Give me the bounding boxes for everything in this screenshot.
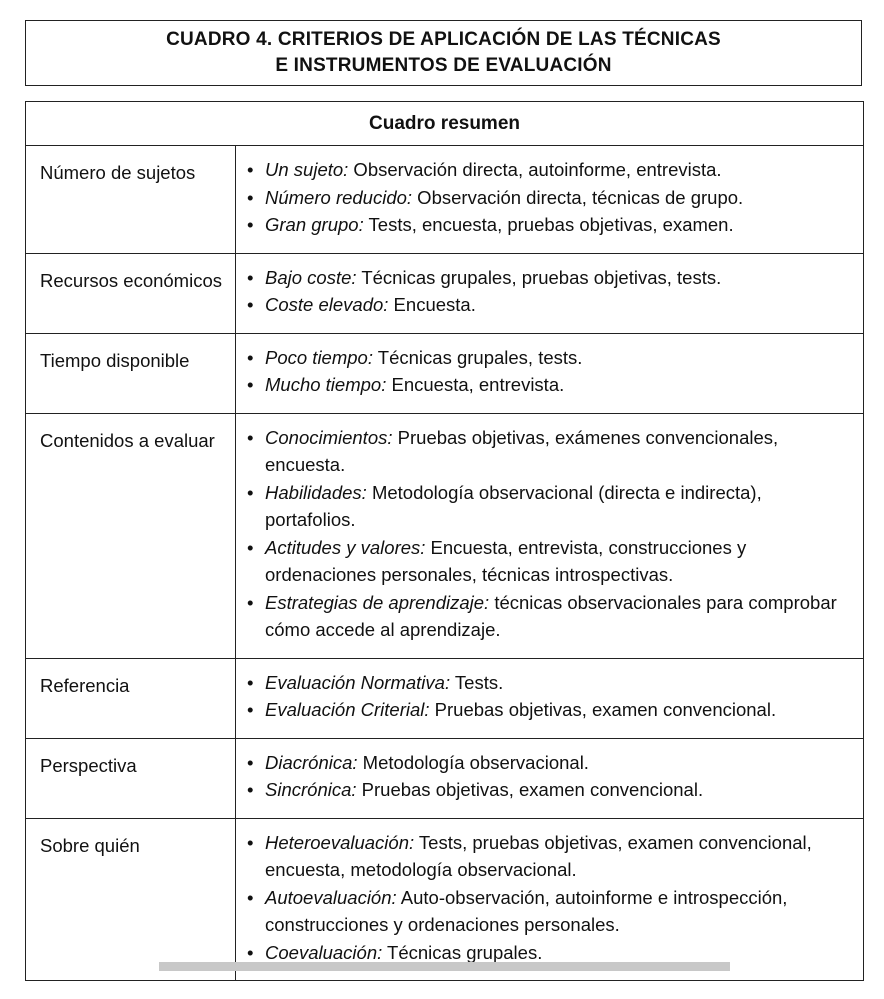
item-label: Mucho tiempo: — [265, 374, 387, 395]
item-text: Encuesta, entrevista. — [386, 374, 565, 395]
table-title — [25, 20, 862, 86]
table-title-line-1: CUADRO 4. CRITERIOS DE APLICACIÓN DE LAS TÉCNICAS — [166, 29, 721, 50]
item-text: Tests. — [450, 671, 504, 693]
item-text: Observación directa, técnicas de grupo. — [412, 186, 744, 208]
list-item — [246, 211, 857, 239]
list-item — [246, 696, 857, 724]
list-item — [246, 156, 857, 184]
item-text: Técnicas grupales, tests. — [372, 346, 583, 368]
items-cell — [236, 333, 864, 413]
items-list — [246, 829, 857, 967]
item-label: Actitudes y valores: — [265, 536, 426, 558]
item-text: Metodología observacional. — [357, 751, 589, 773]
item-text: Técnicas grupales, pruebas objetivas, tests. — [356, 266, 722, 288]
item-label: Heteroevaluación: — [265, 831, 415, 853]
criterion-cell: Contenidos a evaluar — [26, 413, 236, 658]
item-label: Evaluación Normativa: — [265, 671, 451, 693]
criterion-cell: Referencia — [26, 658, 236, 738]
items-cell — [236, 253, 864, 333]
table-row — [26, 738, 864, 818]
list-item — [246, 534, 857, 589]
item-label: Coevaluación: — [265, 941, 383, 963]
item-text: Técnicas grupales. — [382, 941, 543, 963]
items-list — [246, 749, 857, 804]
table-row — [26, 146, 864, 254]
items-list — [246, 669, 857, 724]
list-item — [246, 184, 857, 212]
item-label: Poco tiempo: — [265, 346, 373, 368]
item-label: Número reducido: — [265, 186, 413, 208]
items-cell — [236, 738, 864, 818]
item-label: Sincrónica: — [265, 779, 357, 800]
summary-header: Cuadro resumen — [26, 102, 864, 146]
item-label: Autoevaluación: — [265, 886, 397, 908]
list-item — [246, 371, 857, 399]
item-text: Auto-observación, autoinforme e introspección, construcciones y ordenaciones personales. — [265, 886, 788, 935]
items-list — [246, 156, 857, 239]
item-text: Pruebas objetivas, exámenes convencionales, encuesta. — [265, 426, 779, 475]
item-label: Coste elevado: — [265, 294, 389, 315]
items-cell — [236, 146, 864, 254]
criterion-cell: Recursos económicos — [26, 253, 236, 333]
list-item — [246, 291, 857, 319]
summary-header-row — [26, 102, 864, 146]
list-item — [246, 264, 857, 292]
item-text: Pruebas objetivas, examen convencional. — [429, 699, 777, 720]
item-text: Pruebas objetivas, examen convencional. — [356, 779, 704, 800]
items-list — [246, 264, 857, 319]
table-row — [26, 658, 864, 738]
list-item — [246, 344, 857, 372]
list-item — [246, 829, 857, 884]
list-item — [246, 424, 857, 479]
table-row — [26, 253, 864, 333]
item-label: Diacrónica: — [265, 751, 358, 773]
item-text: Observación directa, autoinforme, entrevista. — [348, 159, 722, 180]
items-cell — [236, 413, 864, 658]
items-list — [246, 424, 857, 644]
item-label: Bajo coste: — [265, 266, 357, 288]
table-row — [26, 413, 864, 658]
item-text: Encuesta. — [388, 294, 476, 315]
table-title-line-2: E INSTRUMENTOS DE EVALUACIÓN — [275, 55, 612, 76]
table-row — [26, 818, 864, 981]
item-text: técnicas observacionales para comprobar cómo accede al aprendizaje. — [265, 591, 837, 640]
items-list — [246, 344, 857, 399]
summary-table — [25, 101, 864, 981]
table-row — [26, 333, 864, 413]
criterion-cell: Tiempo disponible — [26, 333, 236, 413]
item-label: Evaluación Criterial: — [265, 699, 430, 720]
criterion-cell: Número de sujetos — [26, 146, 236, 254]
item-label: Habilidades: — [265, 481, 367, 503]
items-cell — [236, 818, 864, 981]
list-item — [246, 669, 857, 697]
item-text: Tests, encuesta, pruebas objetivas, examen. — [363, 214, 734, 235]
list-item — [246, 479, 857, 534]
list-item — [246, 749, 857, 777]
list-item — [246, 776, 857, 804]
criterion-cell: Sobre quién — [26, 818, 236, 981]
item-text: Metodología observacional (directa e indirecta), portafolios. — [265, 481, 762, 530]
items-cell — [236, 658, 864, 738]
shadow-divider — [159, 962, 730, 971]
item-label: Estrategias de aprendizaje: — [265, 591, 490, 613]
criterion-cell: Perspectiva — [26, 738, 236, 818]
item-label: Un sujeto: — [265, 159, 349, 180]
item-label: Gran grupo: — [265, 214, 364, 235]
item-text: Tests, pruebas objetivas, examen convencional, encuesta, metodología observacional. — [265, 831, 812, 880]
list-item — [246, 884, 857, 939]
item-label: Conocimientos: — [265, 426, 393, 448]
list-item — [246, 589, 857, 644]
item-text: Encuesta, entrevista, construcciones y ordenaciones personales, técnicas introspectivas. — [265, 536, 747, 585]
